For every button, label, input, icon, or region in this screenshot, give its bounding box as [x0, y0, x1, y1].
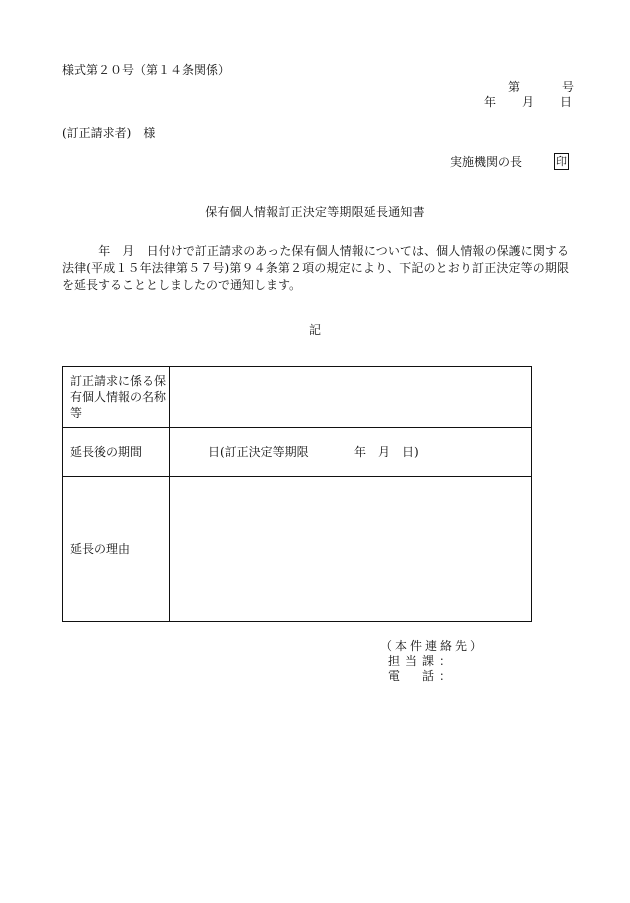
body-text: 年 月 日付けで訂正請求のあった保有個人情報については、個人情報の保護に関する法律(平成１５年法律第５７号)第９４条第２項の規定により、下記のとおり訂正決定等の期限を延長することとしましたので通知します。 [62, 244, 569, 292]
document-number-line [508, 79, 574, 95]
form-number: 様式第２０号（第１４条関係） [62, 63, 231, 77]
extended-period-value [170, 428, 532, 477]
contact-heading: （本件連絡先） [380, 639, 486, 653]
date-day: 日 [560, 95, 573, 109]
number-prefix: 第 [508, 80, 521, 94]
details-table [62, 366, 532, 622]
period-day-text: 日(訂正決定等期限 [208, 445, 309, 459]
number-suffix: 号 [562, 80, 575, 94]
document-title: 保有個人情報訂正決定等期限延長通知書 [205, 205, 425, 219]
addressee: (訂正請求者) 様 [62, 126, 156, 140]
period-deadline-date: 年 月 日) [354, 445, 419, 459]
table-row [63, 428, 532, 477]
ki-heading: 記 [308, 323, 321, 337]
date-year: 年 [484, 95, 497, 109]
issue-date-line [484, 94, 572, 110]
info-name-value [170, 367, 532, 428]
contact-block [380, 639, 485, 684]
date-month: 月 [522, 95, 535, 109]
extension-reason-value [170, 477, 532, 622]
contact-phone: 電 話： [388, 669, 457, 683]
table-row [63, 477, 532, 622]
table-row [63, 367, 532, 428]
extended-period-label: 延長後の期間 [63, 428, 170, 477]
seal-mark: 印 [556, 155, 567, 168]
contact-section: 担当課： [388, 654, 457, 668]
extension-reason-label: 延長の理由 [63, 477, 170, 622]
sender-title: 実施機関の長 [450, 155, 523, 169]
info-name-label: 訂正請求に係る保有個人情報の名称等 [63, 367, 170, 428]
